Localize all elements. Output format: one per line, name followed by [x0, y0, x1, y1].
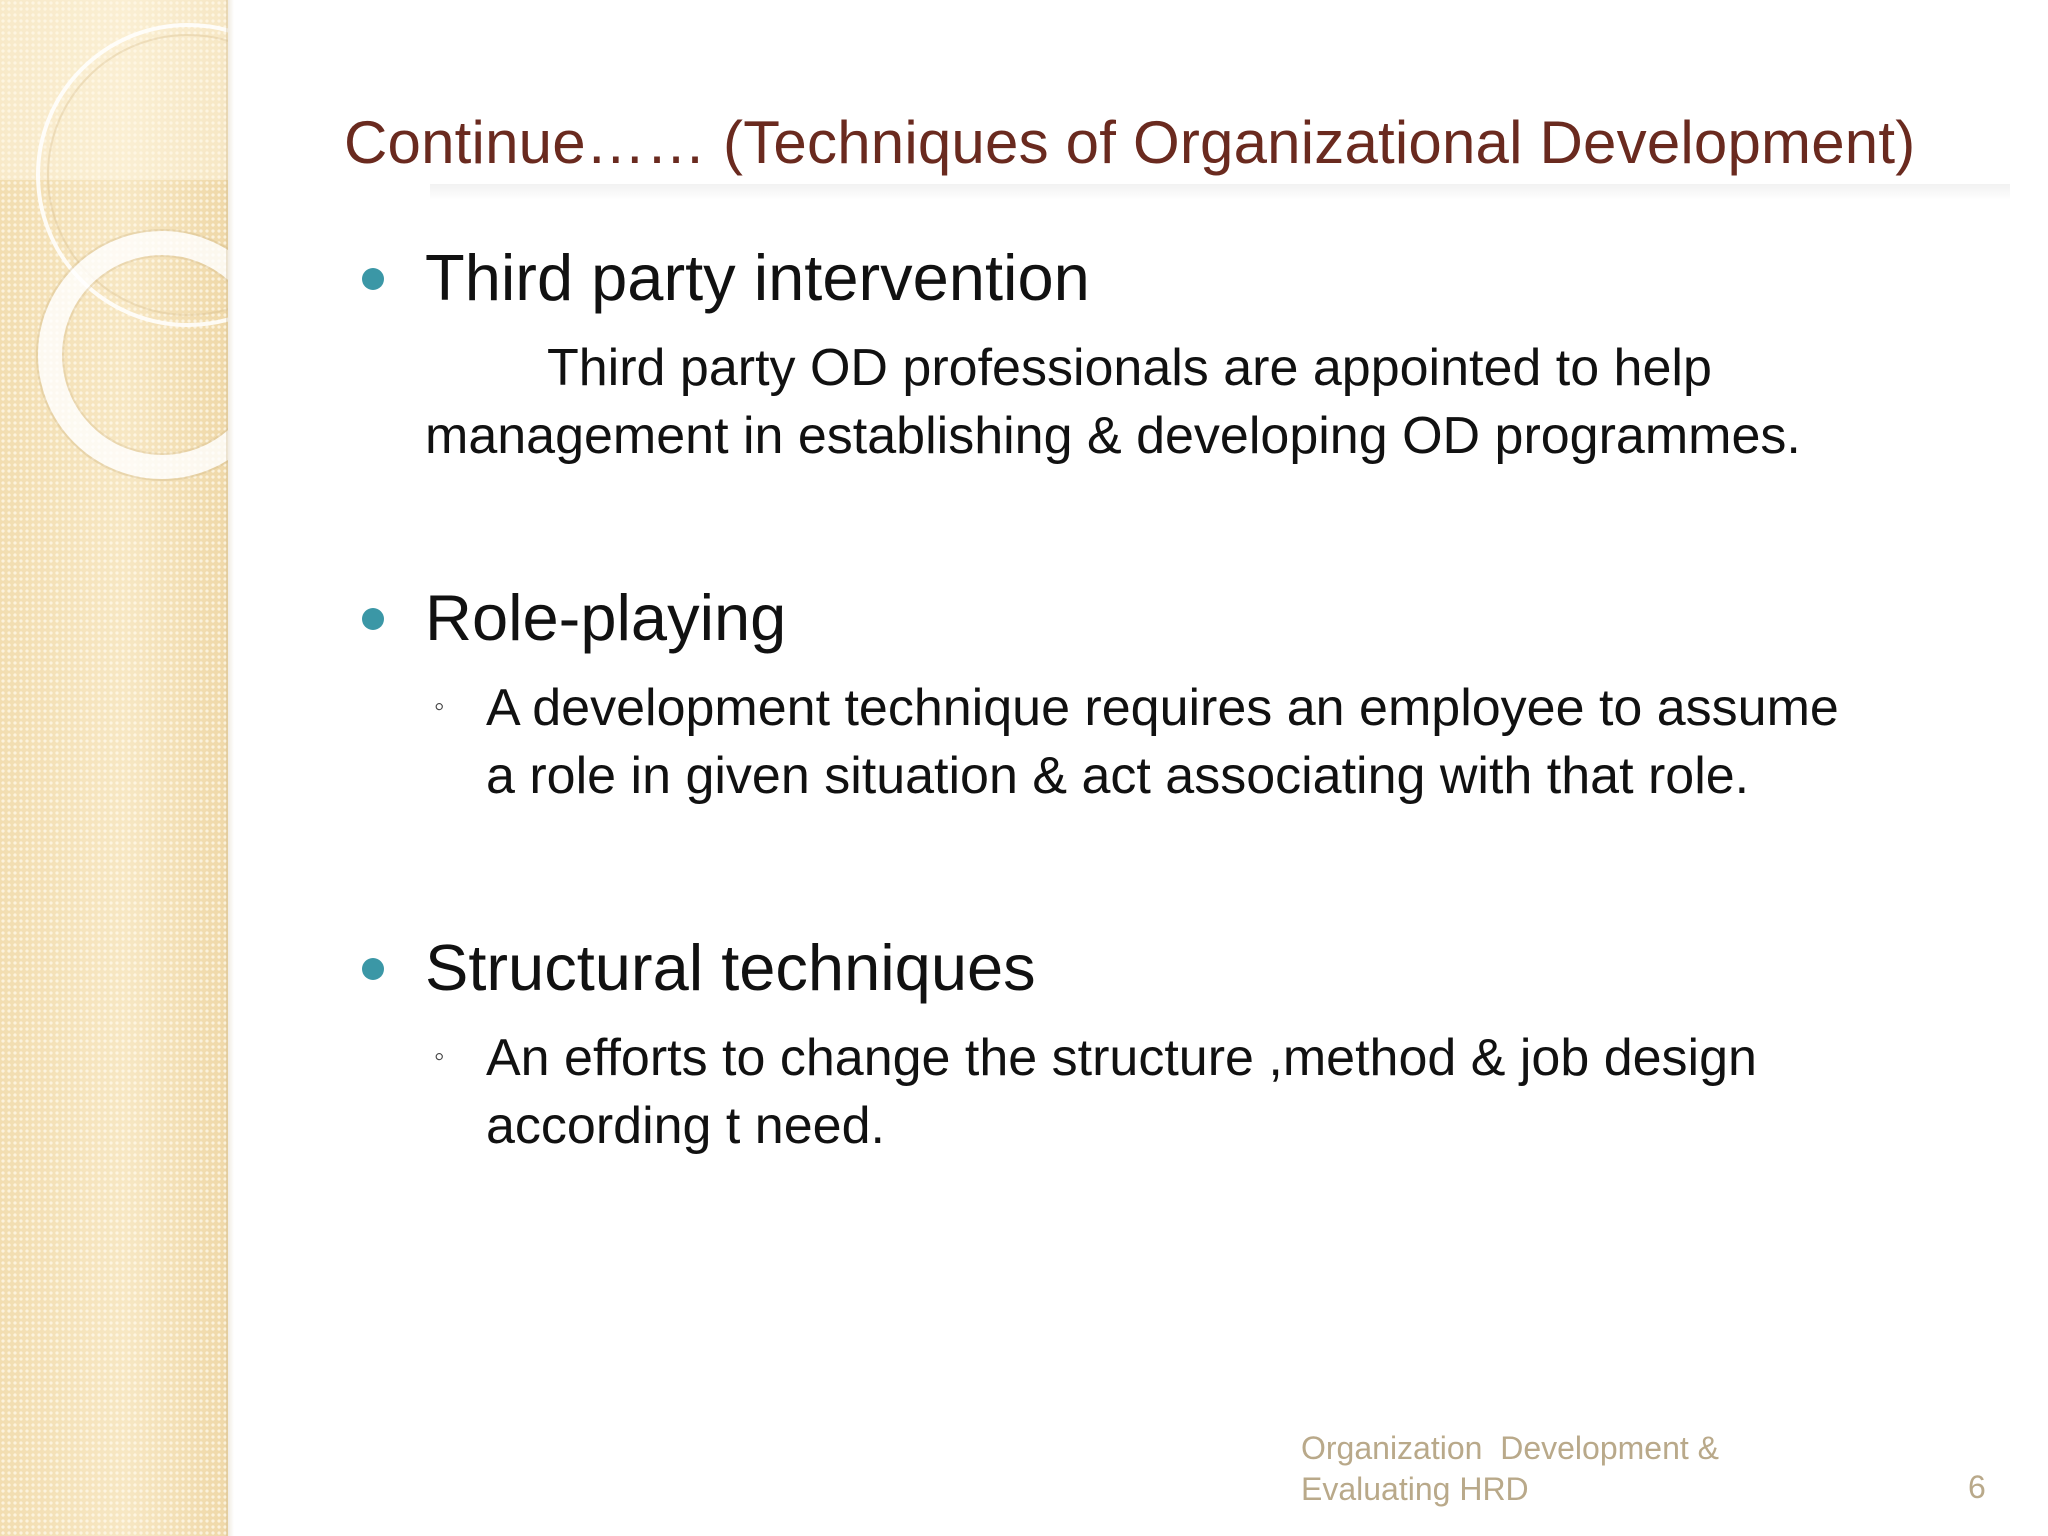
slide-title: Continue…… (Techniques of Organizational Development): [344, 109, 1916, 176]
section-body-line: management in establishing & developing OD programmes.: [425, 407, 1801, 465]
sub-bullet-text: a role in given situation & act associating with that role.: [486, 747, 1750, 805]
sub-bullet-text: An efforts to change the structure ,method & job design: [486, 1029, 1757, 1087]
bullet-dot-icon: [362, 958, 384, 980]
title-divider: [430, 184, 2010, 200]
sub-bullet-text: A development technique requires an employee to assume: [486, 679, 1839, 737]
bullet-dot-icon: [362, 268, 384, 290]
decorative-rings-icon: [0, 0, 228, 1536]
section-heading-structural: Structural techniques: [425, 931, 1036, 1004]
footer-line: Evaluating HRD: [1301, 1471, 1529, 1507]
section-body-line: [425, 334, 1712, 402]
footer-caption: [1301, 1428, 1719, 1510]
page-number: 6: [1968, 1469, 1986, 1505]
bullet-dot-icon: [362, 608, 384, 630]
sub-bullet-circle-icon: ◦: [434, 690, 445, 723]
decorative-side-panel: [0, 0, 228, 1536]
section-heading-role-playing: Role-playing: [425, 581, 787, 654]
section-heading-third-party: Third party intervention: [425, 241, 1090, 314]
side-panel-edge: [226, 0, 234, 1536]
sub-bullet-text: according t need.: [486, 1097, 885, 1155]
section-body-text: Third party OD professionals are appointed to help: [547, 339, 1712, 397]
sub-bullet-circle-icon: ◦: [434, 1040, 445, 1073]
footer-line: Organization Development &: [1301, 1430, 1719, 1466]
